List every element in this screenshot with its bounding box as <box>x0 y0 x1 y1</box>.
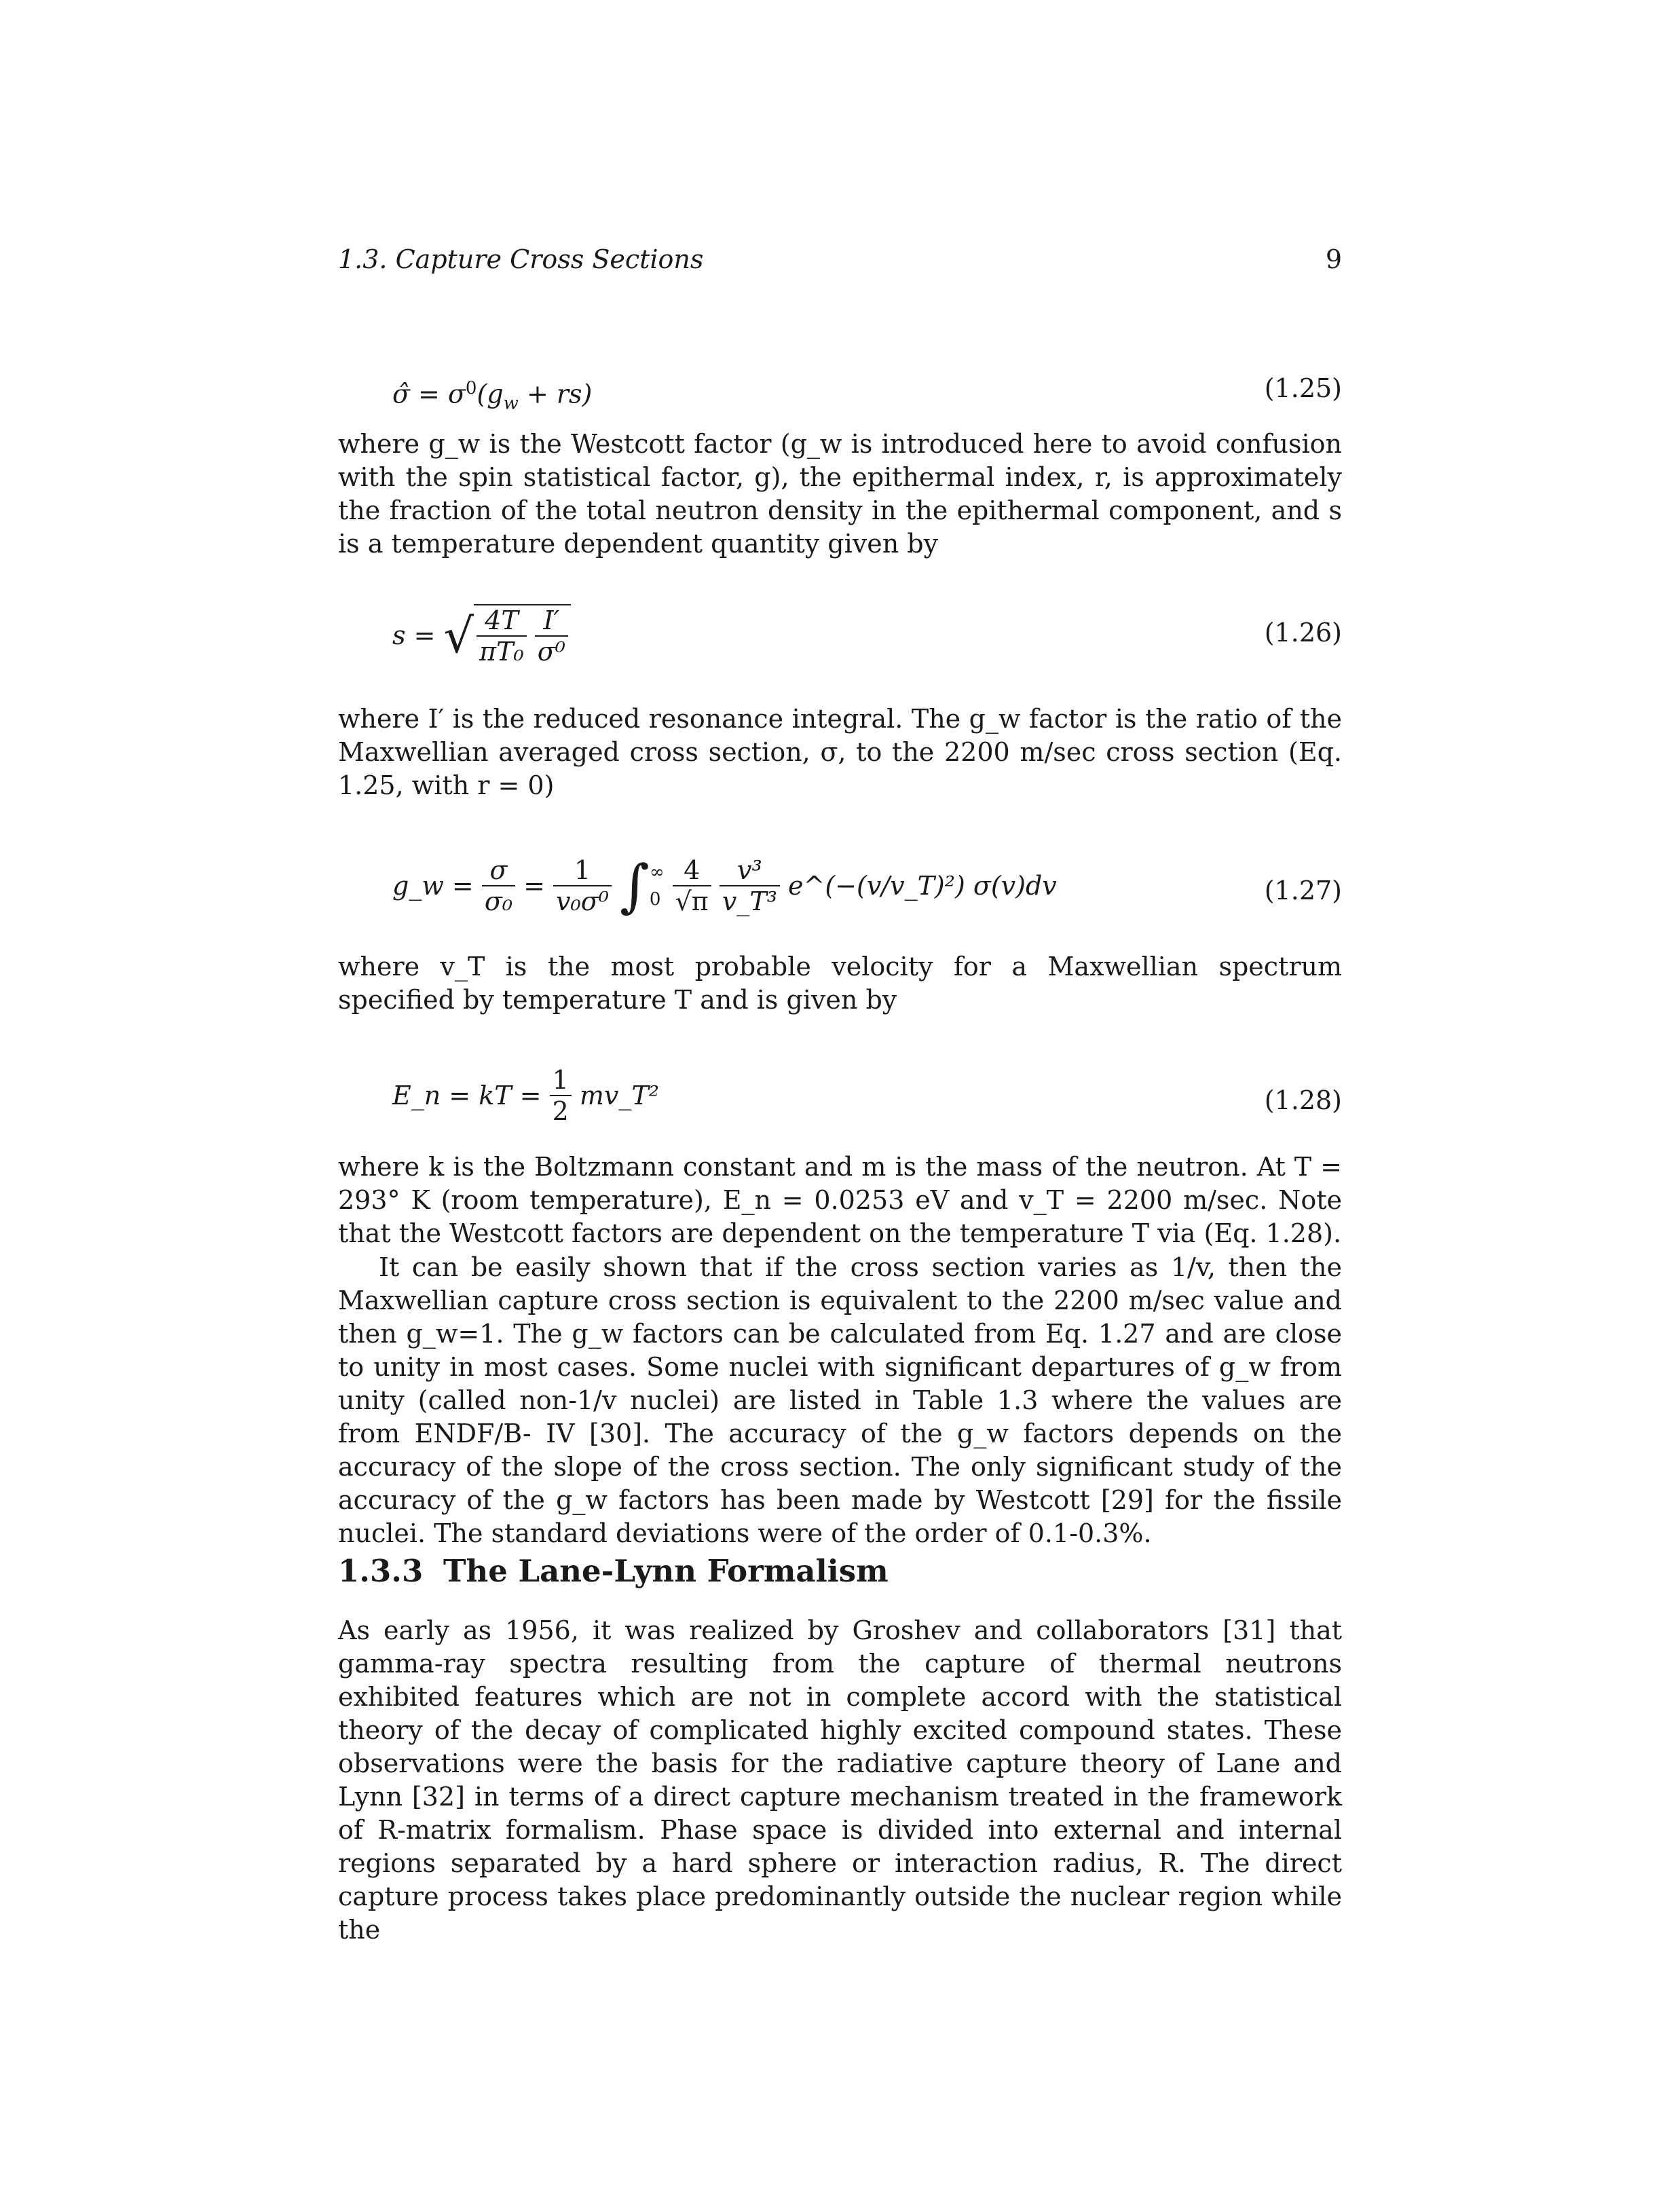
equation-number: (1.26) <box>1264 618 1342 648</box>
paragraph-3: where v_T is the most probable velocity for a Maxwellian spectrum specified by temperature T and is given by <box>338 952 1342 1015</box>
integral-sign: ∫ <box>620 853 650 919</box>
equation-1-28 <box>338 1062 1342 1137</box>
paragraph-4: where k is the Boltzmann constant and m is the mass of the neutron. At T = 293° K (room temperature), E_n = 0.0253 eV and v_T = 2200 m/sec. Note that the Westcott factors are dependent on the temperature T via (Eq. 1.28). <box>338 1152 1342 1248</box>
header-section-title: 1.3. Capture Cross Sections <box>338 244 704 274</box>
paragraph-2: where I′ is the reduced resonance integral. The g_w factor is the ratio of the Maxwellian averaged cross section, σ, to the 2200 m/sec cross section (Eq. 1.25, with r = 0) <box>338 704 1342 800</box>
equation-body: g_w = $\frac{\sigma}{\text{σ₀}}$ = $\frac{1}{\text{v₀σ⁰}}$ ∫ ∞ 0 $\frac{4}{√\pi}$ $\frac{\text{v³}}{\text{v\_T³}}$ e^(−(v/v_T)²) σ(v)dv <box>392 853 1057 919</box>
equation-1-26 <box>338 597 1342 679</box>
equation-1-25 <box>338 368 1342 414</box>
paragraph-6: As early as 1956, it was realized by Groshev and collaborators [31] that gamma-ray spectra resulting from the capture of thermal neutrons exhibited features which are not in complete accord with the statistical theory of the decay of complicated highly excited compound states. These observations were the basis for the radiative capture theory of Lane and Lynn [32] in terms of a direct capture mechanism treated in the framework of R-matrix formalism. Phase space is divided into external and internal regions separated by a hard sphere or interaction radius, R. The direct capture process takes place predominantly outside the nuclear region while the <box>338 1615 1342 1945</box>
paragraph-5: It can be easily shown that if the cross section varies as 1/v, then the Maxwellian capture cross section is equivalent to the 2200 m/sec value and then g_w=1. The g_w factors can be calculated from Eq. 1.27 and are close to unity in most cases. Some nuclei with significant departures of g_w from unity (called non-1/v nuclei) are listed in Table 1.3 where the values are from ENDF/B- IV [30]. The accuracy of the g_w factors depends on the accuracy of the slope of the cross section. The only significant study of the accuracy of the g_w factors has been made by Westcott [29] for the fissile nuclei. The standard deviations were of the order of 0.1-0.3%. <box>338 1252 1342 1548</box>
equation-body: s = √ $\frac{4T}{\text{πT₀}}$ $\frac{I'}{\text{σ⁰}}$ <box>392 604 571 667</box>
equation-number: (1.25) <box>1264 373 1342 403</box>
running-header <box>338 239 1342 280</box>
page-number: 9 <box>1325 244 1342 274</box>
equation-number: (1.28) <box>1264 1085 1342 1115</box>
equation-number: (1.27) <box>1264 876 1342 905</box>
section-number: 1.3.3 <box>338 1553 424 1589</box>
equation-1-27 <box>338 848 1342 937</box>
section-title: The Lane-Lynn Formalism <box>443 1553 889 1589</box>
equation-body: σ̂ = $\sigma^0(g_w + rs)$ <box>392 378 593 414</box>
sqrt-symbol: √ $\frac{4T}{\text{πT₀}}$ $\frac{I'}{\text{σ⁰}}$ <box>444 604 571 667</box>
paragraph-1: where g_w is the Westcott factor (g_w is introduced here to avoid confusion with the spin statistical factor, g), the epithermal index, r, is approximately the fraction of the total neutron density in the epithermal component, and s is a temperature dependent quantity given by <box>338 429 1342 559</box>
equation-body: E_n = kT = $\frac{1}{2}$ mv_T² <box>392 1065 659 1126</box>
section-heading <box>338 1553 889 1589</box>
